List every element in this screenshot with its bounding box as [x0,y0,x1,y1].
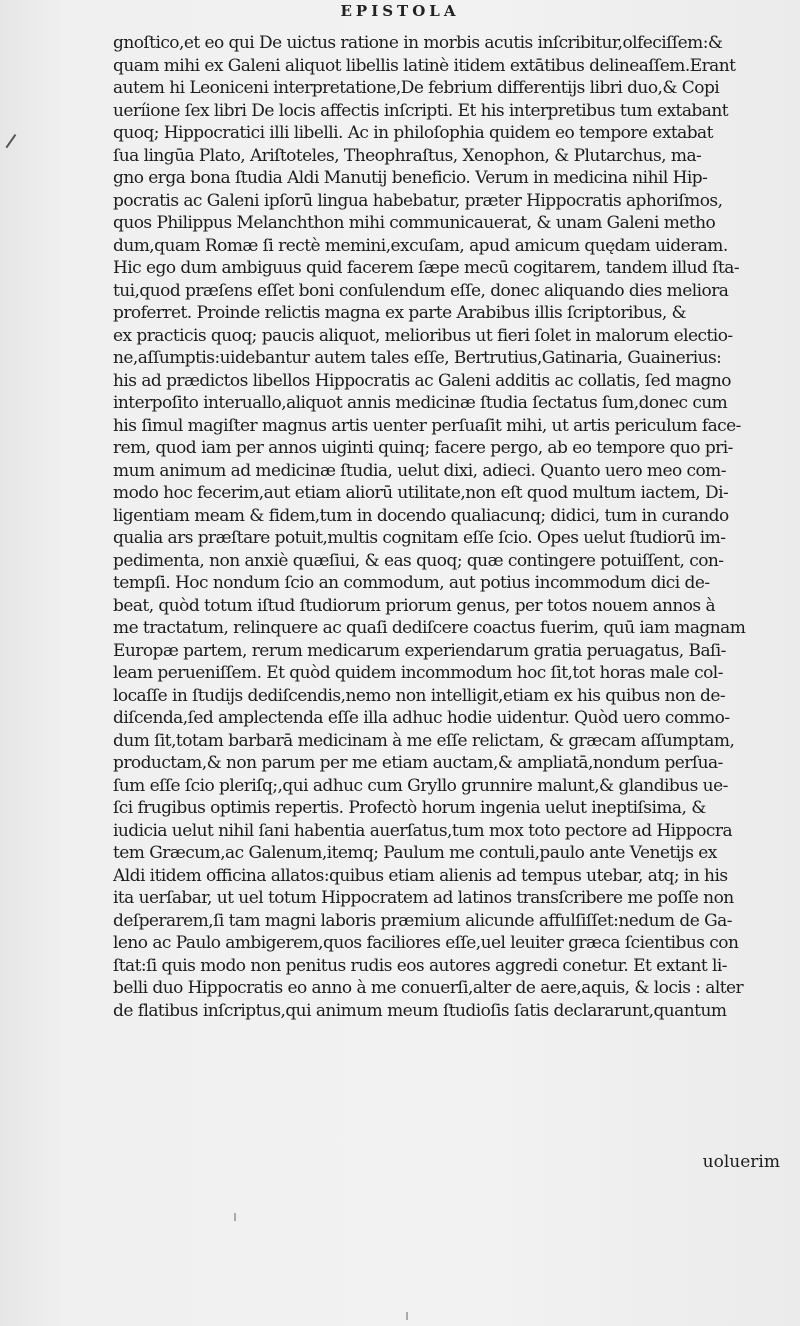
text-line: his ad prædictos libellos Hippocratis ac Galeni additis ac collatis, ſed magno [113,370,731,391]
text-line: pedimenta, non anxiè quæſiui, & eas quoq; quæ contingere potuiſſent, con- [113,550,724,571]
text-line: ita uerſabar, ut uel totum Hippocratem ad latinos transſcribere me poſſe non [113,888,734,908]
text-line: Aldi itidem officina allatos:quibus etiam alienis ad tempus utebar, atq; in his [113,865,728,886]
text-line: ſci frugibus optimis repertis. Profectò horum ingenia uelut ineptiſsima, & [113,798,706,818]
text-line: tem Græcum,ac Galenum,itemq; Paulum me contuli,paulo ante Venetijs ex [113,843,717,863]
text-line: productam,& non parum per me etiam auctam,& ampliatā,nondum perſua- [113,753,723,773]
catchword: uoluerim [702,1152,780,1172]
text-line: rem, quod iam per annos uiginti quinq; facere pergo, ab eo tempore quo pri- [113,438,733,458]
text-line: pocratis ac Galeni ipſorū lingua habebatur, præter Hippocratis aphoriſmos, [113,190,723,211]
text-line: ex practicis quoq; paucis aliquot, melioribus ut fieri ſolet in malorum electio- [113,325,733,346]
text-line: ſua lingūa Plato, Ariſtoteles, Theophraſtus, Xenophon, & Plutarchus, ma- [113,145,702,166]
margin-mark [5,134,24,154]
text-line: deſperarem,ſi tam magni laboris præmium alicunde affulſiſſet:nedum de Ga- [113,910,732,931]
text-line: his ſimul magiſter magnus artis uenter perſuaſit mihi, ut artis periculum face- [113,415,741,436]
text-line: proferret. Proinde relictis magna ex parte Arabibus illis ſcriptoribus, & [113,303,687,323]
text-line: Hic ego dum ambiguus quid facerem ſæpe mecū cogitarem, tandem illud ſta- [113,258,740,278]
text-line: locaſſe in ſtudijs dediſcendis,nemo non intelligit,etiam ex his quibus non de- [113,685,726,706]
text-line: ueríione ſex libri De locis affectis inſcripti. Et his interpretibus tum extabant [113,100,729,121]
text-line: iudicia uelut nihil ſani habentia auerſatus,tum mox toto pectore ad Hippocra [113,820,733,841]
text-line: ligentiam meam & fidem,tum in docendo qualiacunq; didici, tum in curando [113,505,729,526]
text-line: beat, quòd totum iſtud ſtudiorum priorum genus, per totos nouem annos à [113,595,716,616]
text-line: dum,quam Romæ ſi rectè memini,excuſam, apud amicum quędam uideram. [113,235,728,256]
text-line: quoq; Hippocratici illi libelli. Ac in philoſophia quidem eo tempore extabat [113,123,713,143]
text-line: tempſi. Hoc nondum ſcio an commodum, aut potius incommodum dici de- [113,573,710,593]
text-line: tui,quod præſens eſſet boni conſulendum eſſe, donec aliquando dies meliora [113,280,729,301]
body-text [113,32,783,1022]
paper-speck [234,1213,236,1221]
text-line: leno ac Paulo ambigerem,quos faciliores eſſe,uel leuiter græca ſcientibus con [113,933,739,953]
running-head: EPISTOLA [340,2,460,20]
text-line: gnoſtico,et eo qui De uictus ratione in morbis acutis inſcribitur,olfeciſſem:& [113,33,723,53]
text-line: mum animum ad medicinæ ſtudia, uelut dixi, adieci. Quanto uero meo com- [113,460,726,481]
text-line: ne,aſſumptis:uidebantur autem tales eſſe, Bertrutius,Gatinaria, Guainerius: [113,348,722,368]
text-line: ſtat:ſi quis modo non penitus rudis eos autores aggredi conetur. Et extant li- [113,955,727,976]
text-line: Europæ partem, rerum medicarum experiendarum gratia peruagatus, Baſi- [113,640,726,661]
text-line: leam perueniſſem. Et quòd quidem incommodum hoc ſit,tot horas male col- [113,663,723,683]
text-line: qualia ars præſtare potuit,multis cognitam eſſe ſcio. Opes uelut ſtudiorū im- [113,528,726,548]
text-line: autem hi Leoniceni interpretatione,De febrium differentijs libri duo,& Copi [113,78,720,98]
text-line: quos Philippus Melanchthon mihi communicauerat, & unam Galeni metho [113,213,716,233]
text-line: ſum eſſe ſcio pleriſq;,qui adhuc cum Gryllo grunnire malunt,& glandibus ue- [113,775,728,796]
text-line: belli duo Hippocratis eo anno à me conuerſi,alter de aere,aquis, & locis : alter [113,978,744,998]
text-line: modo hoc fecerim,aut etiam aliorū utilitate,non eſt quod multum iactem, Di- [113,483,729,503]
text-line: me tractatum, relinquere ac quaſi dediſcere coactus fuerim, quū iam magnam [113,618,746,638]
text-line: quam mihi ex Galeni aliquot libellis latinè itidem extātibus delineaſſem.Erant [113,55,736,76]
text-line: dum ſit,totam barbarā medicinam à me eſſe relictam, & græcam aſſumptam, [113,730,735,751]
text-line: gno erga bona ſtudia Aldi Manutij beneficio. Verum in medicina nihil Hip- [113,168,708,188]
text-line: de flatibus inſcriptus,qui animum meum ſtudioſis ſatis declararunt,quantum [113,1000,727,1021]
paper-speck [406,1312,408,1320]
text-line: interpoſito interuallo,aliquot annis medicinæ ſtudia ſectatus ſum,donec cum [113,393,728,413]
text-line: diſcenda,ſed amplectenda eſſe illa adhuc hodie uidentur. Quòd uero commo- [113,708,730,728]
